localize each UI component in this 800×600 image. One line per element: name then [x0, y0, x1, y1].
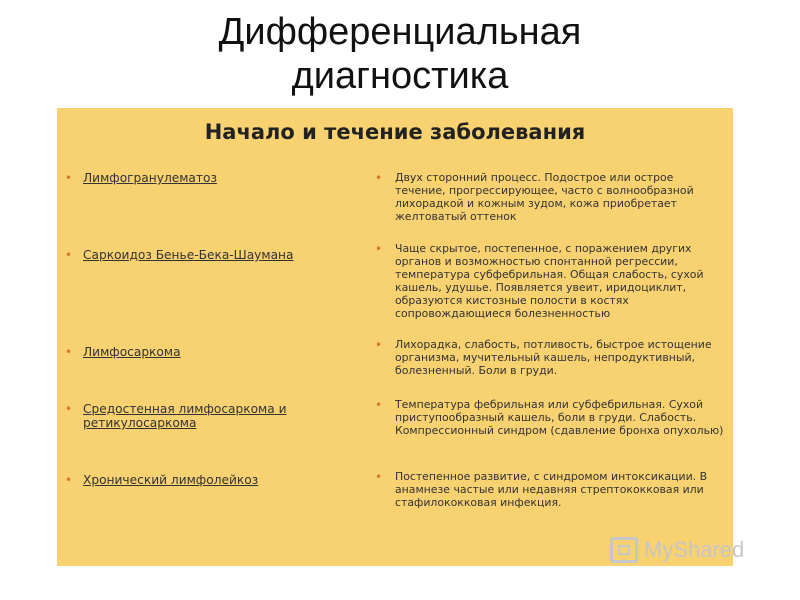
description-text: Чаще скрытое, постепенное, с поражением других органов и возможностью спонтанной регрессии, температура субфебрильная. Общая слабость, сухой кашель, удушье. Появляется увеит, иридоциклит, образуются кистозные полости в костях сопровождающиеся болезненностью [395, 242, 704, 320]
bullet-icon: • [375, 470, 383, 484]
description-text: Лихорадка, слабость, потливость, быстрое истощение организма, мучительный кашель, непродуктивный, болезненный. Боли в груди. [395, 338, 712, 377]
bullet-icon: • [375, 242, 383, 256]
bullet-icon: • [65, 402, 73, 416]
description-item [375, 470, 727, 509]
disease-label: Хронический лимфолейкоз [83, 473, 259, 487]
myshared-watermark [610, 537, 744, 563]
bullet-icon: • [65, 248, 73, 262]
slide-title-line-2: диагностика [291, 55, 509, 97]
disease-item [65, 402, 365, 430]
disease-item [65, 171, 365, 185]
comparison-panel [57, 108, 733, 566]
disease-item [65, 248, 365, 262]
description-text: Температура фебрильная или субфебрильная. Сухой приступообразный кашель, боли в груди. Слабость. Компрессионный синдром (сдавление бронха опухолью) [395, 398, 724, 437]
presentation-screen-icon [610, 537, 638, 563]
disease-label: Лимфосаркома [83, 345, 181, 359]
bullet-icon: • [375, 171, 383, 185]
description-text: Постепенное развитие, с синдромом интоксикации. В анамнезе частые или недавняя стрептококковая или стафилококковая инфекция. [395, 470, 708, 509]
disease-label: Лимфогранулематоз [83, 171, 217, 185]
disease-item [65, 473, 365, 487]
description-text: Двух сторонний процесс. Подострое или острое течение, прогрессирующее, часто с волнообразной лихорадкой и кожным зудом, кожа приобретает желтоватый оттенок [395, 171, 694, 223]
watermark-text: MyShared [644, 537, 745, 562]
bullet-icon: • [375, 338, 383, 352]
description-item [375, 171, 727, 223]
comparison-rows [57, 108, 733, 566]
disease-label: Средостенная лимфосаркома и ретикулосаркома [83, 402, 287, 430]
description-item [375, 338, 727, 377]
slide-title-line-1: Дифференциальная [218, 11, 582, 53]
disease-label: Саркоидоз Бенье-Бека-Шаумана [83, 248, 294, 262]
description-item [375, 398, 727, 437]
disease-item [65, 345, 365, 359]
bullet-icon: • [65, 171, 73, 185]
panel-heading: Начало и течение заболевания [204, 120, 586, 144]
bullet-icon: • [375, 398, 383, 412]
slide-title [0, 10, 800, 98]
description-item [375, 242, 727, 320]
bullet-icon: • [65, 473, 73, 487]
bullet-icon: • [65, 345, 73, 359]
